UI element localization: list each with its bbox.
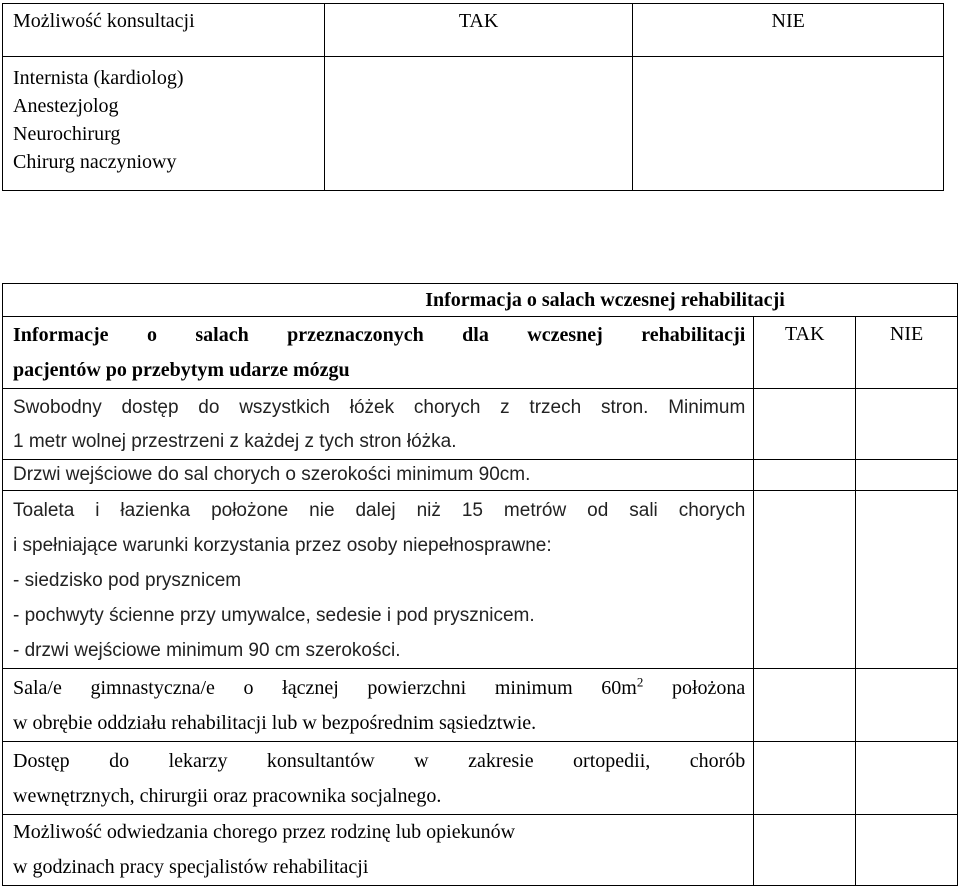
free-access-yes-cell <box>754 389 856 460</box>
text-line: Swobodny dostęp do wszystkich łóżek chorych z trzech stron. Minimum <box>13 397 746 418</box>
consultation-header-row <box>3 4 944 57</box>
doctors-text <box>3 742 754 815</box>
specialist-item: Internista (kardiolog) <box>13 67 184 89</box>
gym-text-part: Sala/e gimnastyczna/e o łącznej powierzchni minimum 60m <box>13 677 637 699</box>
text-line: w obrębie oddziału rehabilitacji lub w bezpośrednim sąsiedztwie. <box>13 712 537 734</box>
rehab-title: Informacja o salach wczesnej rehabilitacji <box>3 284 958 317</box>
gym-yes-cell <box>754 669 856 742</box>
gym-text-part: położona <box>643 677 746 699</box>
gym-no-cell <box>856 669 958 742</box>
text-line: Toaleta i łazienka położone nie dalej niż 15 metrów od sali chorych <box>13 500 746 521</box>
specialists-list <box>3 57 325 191</box>
door-text: Drzwi wejściowe do sal chorych o szerokości minimum 90cm. <box>3 460 754 491</box>
text-line: Możliwość odwiedzania chorego przez rodzinę lub opiekunów <box>13 821 516 843</box>
specialist-item: Chirurg naczyniowy <box>13 151 177 173</box>
rehab-header-line: Informacje o salach przeznaczonych dla wczesnej rehabilitacji <box>13 324 746 346</box>
superscript: 2 <box>636 674 644 690</box>
specialist-item: Anestezjolog <box>13 95 119 117</box>
text-line: - drzwi wejściowe minimum 90 cm szerokości. <box>13 640 401 661</box>
doctors-yes-cell <box>754 742 856 815</box>
consultation-label: Możliwość konsultacji <box>3 4 325 57</box>
specialists-row <box>3 57 944 191</box>
consultation-yes-header: TAK <box>324 4 633 57</box>
toilet-no-cell <box>856 491 958 669</box>
toilet-yes-cell <box>754 491 856 669</box>
consultation-no-header: NIE <box>633 4 944 57</box>
rehab-title-row <box>3 284 958 317</box>
gym-text <box>3 669 754 742</box>
specialists-yes-cell <box>324 57 633 191</box>
door-no-cell <box>856 460 958 491</box>
rehab-row-door <box>3 460 958 491</box>
text-line: - siedzisko pod prysznicem <box>13 570 242 591</box>
visit-text <box>3 815 754 886</box>
rehab-row-doctors <box>3 742 958 815</box>
rehab-table <box>2 283 958 886</box>
text-line: w godzinach pracy specjalistów rehabilitacji <box>13 856 369 878</box>
rehab-row-free-access <box>3 389 958 460</box>
free-access-no-cell <box>856 389 958 460</box>
text-line: i spełniające warunki korzystania przez osoby niepełnosprawne: <box>13 535 552 556</box>
visit-no-cell <box>856 815 958 886</box>
text-line: - pochwyty ścienne przy umywalce, sedesie i pod prysznicem. <box>13 605 535 626</box>
doctors-no-cell <box>856 742 958 815</box>
door-yes-cell <box>754 460 856 491</box>
text-line <box>13 671 745 706</box>
text-line: 1 metr wolnej przestrzeni z każdej z tych stron łóżka. <box>13 431 457 452</box>
toilet-text <box>3 491 754 669</box>
rehab-row-toilet <box>3 491 958 669</box>
text-line: wewnętrznych, chirurgii oraz pracownika socjalnego. <box>13 785 442 807</box>
rehab-header-text <box>3 317 754 389</box>
text-line: Dostęp do lekarzy konsultantów w zakresie ortopedii, chorób <box>13 750 746 772</box>
free-access-text <box>3 389 754 460</box>
rehab-header-line: pacjentów po przebytym udarze mózgu <box>13 359 350 381</box>
rehab-row-visit <box>3 815 958 886</box>
rehab-row-gym <box>3 669 958 742</box>
consultation-table <box>2 3 944 191</box>
rehab-header-row <box>3 317 958 389</box>
visit-yes-cell <box>754 815 856 886</box>
rehab-no-header: NIE <box>856 317 958 389</box>
specialists-no-cell <box>633 57 944 191</box>
specialist-item: Neurochirurg <box>13 123 121 145</box>
rehab-yes-header: TAK <box>754 317 856 389</box>
